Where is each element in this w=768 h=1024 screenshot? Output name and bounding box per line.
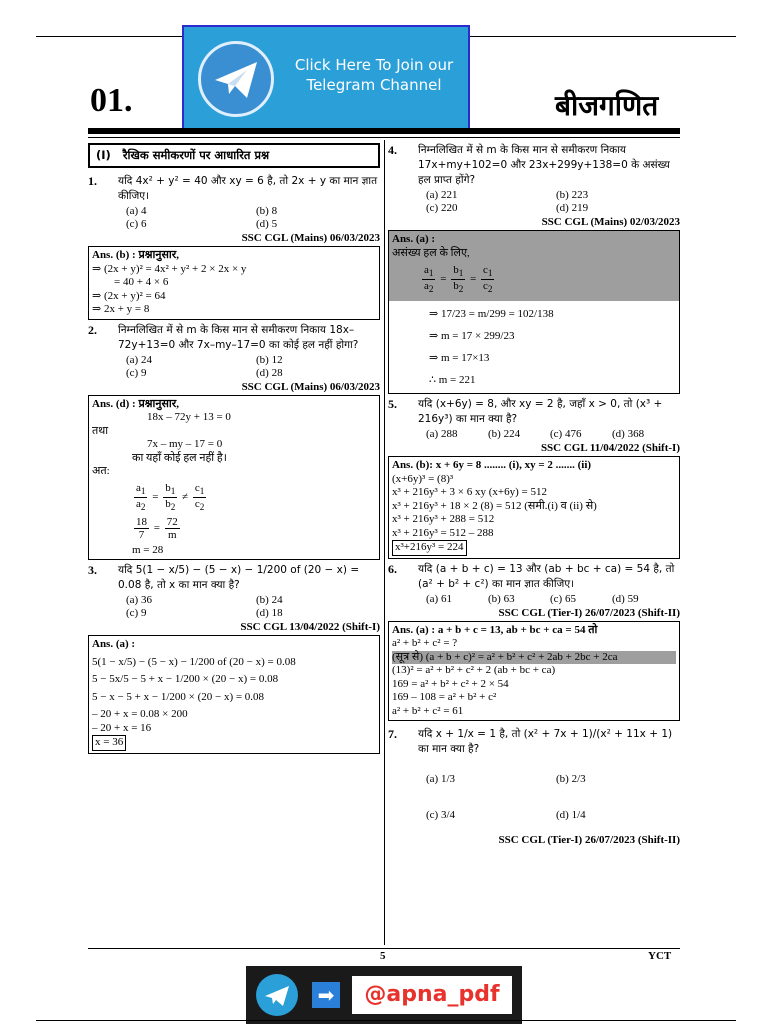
ratio-den: 7 [138, 528, 145, 541]
option: (c) 9 [126, 607, 147, 620]
question-2-options [88, 354, 380, 380]
option: (b) 224 [488, 428, 521, 441]
option: (d) 219 [556, 202, 589, 214]
question-6-options [388, 593, 680, 606]
answer-line: 18x – 72y + 13 = 0 [147, 411, 231, 423]
answer-line: x³ + 216y³ = 512 – 288 [392, 526, 494, 539]
arrow-right-icon: ➡ [312, 982, 340, 1008]
option: (b) 223 [556, 189, 589, 201]
answer-line: ⇒ m = 17 × 299/23 [429, 330, 515, 343]
ratio-values: $\frac{18}{7}$ = $\frac{72}{m}$ [136, 515, 178, 541]
answer-line: Ans. (a) : a + b + c = 13, ab + bc + ca = 54 तो [392, 623, 598, 636]
answer-line: ⇒ (2x + y)² = 4x² + y² + 2 × 2x × y [92, 262, 247, 275]
option-fraction: 3/4 [440, 809, 456, 822]
option: (a) 36 [126, 594, 152, 607]
option: (c) 65 [550, 592, 576, 605]
question-number: 1. [88, 174, 97, 188]
option: (c) 9 [126, 366, 147, 379]
option: (c) 476 [550, 428, 582, 441]
option: (d) 18 [256, 607, 283, 620]
option: (b) 24 [256, 594, 283, 607]
question-5-options [388, 428, 680, 441]
question-number: 6. [388, 561, 397, 576]
question-number: 2. [88, 322, 97, 337]
option: (d) 368 [612, 428, 645, 441]
answer-line: a² + b² + c² = 61 [392, 704, 464, 717]
option-fraction: 1/3 [440, 773, 456, 786]
answer-1 [88, 246, 380, 320]
final-answer: x³+216y³ = 224 [392, 540, 467, 556]
ratio-num: 18 [136, 515, 147, 528]
telegram-icon [256, 974, 298, 1016]
ratio-condition: $\frac{a_1}{a_2}$ = $\frac{b_1}{b_2}$ ≠ $\frac{c_1}{c_2}$ [136, 481, 205, 512]
option: (d) 5 [256, 218, 278, 230]
answer-line: Ans. (b): x + 6y = 8 ........ (i), xy = 2 ....... (ii) [392, 459, 592, 472]
footer-rule [88, 948, 680, 949]
answer-6 [388, 621, 680, 722]
publisher-brand: YCT [648, 950, 672, 962]
answer-line: ⇒ 2x + y = 8 [92, 303, 150, 315]
answer-line: x³ + 216y³ + 18 × 2 (8) = 512 (समी.(i) व (ii) से) [392, 499, 597, 512]
answer-line: x³ + 216y³ + 3 × 6 xy (x+6y) = 512 [392, 486, 547, 499]
question-3 [88, 563, 380, 593]
answer-line: Ans. (a) : [392, 233, 436, 245]
page-number: 5 [380, 950, 386, 962]
chapter-title: बीजगणित [555, 89, 659, 122]
question-text: निम्नलिखित में से m के किस मान से समीकरण निकाय 17x+my+102=0 और 23x+299y+138=0 के असंख्य हल प्राप्त होंगे? [418, 144, 670, 186]
question-text: यदि (x+6y) = 8, और xy = 2 है, जहाँ x > 0, तो (x³ + 216y³) का मान क्या है? [418, 398, 663, 426]
answer-line: तथा [92, 424, 109, 437]
header-rule-thin [88, 137, 680, 138]
question-1 [88, 174, 380, 204]
option: (c) 6 [126, 218, 147, 230]
final-answer: x = 36 [92, 735, 126, 751]
question-text: यदि x + 1/x = 1 है, तो (x² + 7x + 1)/(x² + 11x + 1) का मान क्या है? [418, 728, 673, 756]
answer-line: ⇒ (2x + y)² = 64 [92, 289, 166, 302]
question-text: यदि 5(1 − x/5) − (5 − x) − 1/200 of (20 − x) = 0.08 है, तो x का मान क्या है? [118, 564, 360, 592]
banner-line-2: Telegram Channel [306, 76, 442, 94]
question-7-options [388, 761, 680, 833]
telegram-banner[interactable] [182, 25, 470, 131]
channel-footer-banner[interactable] [246, 966, 522, 1024]
question-number: 3. [88, 563, 97, 578]
answer-line: (x+6y)³ = (8)³ [392, 472, 454, 485]
answer-line: Ans. (b) : प्रश्नानुसार, [92, 249, 179, 261]
section-title: रैखिक समीकरणों पर आधारित प्रश्न [122, 148, 270, 162]
question-4 [388, 143, 680, 188]
question-3-options [88, 594, 380, 620]
answer-line: = 40 + 4 × 6 [114, 276, 169, 288]
question-text: यदि (a + b + c) = 13 और (ab + bc + ca) = 54 है, तो (a² + b² + c²) का मान ज्ञात कीजिए। [418, 562, 675, 590]
answer-line: 169 – 108 = a² + b² + c² [392, 691, 497, 704]
answer-line: ⇒ m = 17×13 [429, 352, 490, 365]
section-heading [88, 143, 380, 168]
option: (a) 288 [426, 428, 458, 441]
answer-4 [388, 230, 680, 394]
question-text: यदि 4x² + y² = 40 और xy = 6 है, तो 2x + y का मान ज्ञात कीजिए। [118, 175, 378, 202]
answer-line: ∴ m = 221 [429, 374, 476, 387]
bottom-rule [36, 1020, 736, 1021]
answer-line: Ans. (a) : [92, 638, 136, 651]
option: (d) 59 [612, 592, 639, 605]
ratio-num: 72 [166, 515, 178, 528]
option: (c) 220 [426, 202, 458, 214]
question-number: 7. [388, 727, 397, 742]
option: (a) 24 [126, 353, 152, 366]
banner-line-1: Click Here To Join our [294, 56, 454, 74]
question-7 [388, 727, 680, 757]
option-fraction: 2/3 [571, 773, 586, 786]
question-source: SSC CGL (Tier-I) 26/07/2023 (Shift-II) [498, 834, 680, 847]
answer-line: (13)² = a² + b² + c² + 2 (ab + bc + ca) [392, 664, 556, 677]
option: (b) 8 [256, 205, 278, 217]
question-source: SSC CGL 11/04/2022 (Shift-I) [540, 442, 680, 455]
answer-line: 5 − x − 5 + x − 1/200 × (20 − x) = 0.08 [92, 690, 265, 703]
answer-line: – 20 + x = 16 [92, 721, 152, 734]
left-column [88, 143, 380, 757]
ratio-condition: $\frac{a_1}{a_2}$ = $\frac{b_1}{b_2}$ = $\frac{c_1}{c_2}$ [424, 264, 493, 295]
option: (d) 28 [256, 366, 283, 379]
option-fraction: 1/4 [571, 809, 586, 822]
answer-line: 5(1 − x/5) − (5 − x) − 1/200 of (20 − x) = 0.08 [92, 655, 296, 668]
option: (c) 3/4 [426, 809, 456, 822]
answer-2 [88, 395, 380, 561]
question-1-options [88, 205, 380, 231]
question-source: SSC CGL 13/04/2022 (Shift-I) [240, 621, 380, 634]
answer-line: असंख्य हल के लिए, [392, 246, 470, 259]
answer-line: – 20 + x = 0.08 × 200 [92, 708, 188, 721]
question-source: SSC CGL (Mains) 02/03/2023 [541, 216, 680, 228]
option: (b) 63 [488, 592, 515, 605]
question-source: SSC CGL (Mains) 06/03/2023 [241, 232, 380, 244]
option: (a) 4 [126, 205, 147, 217]
section-label: (I) [96, 148, 111, 162]
answer-line: 7x – my – 17 = 0 [147, 438, 223, 450]
answer-line: 5 − 5x/5 − 5 + x − 1/200 × (20 − x) = 0.08 [92, 673, 279, 686]
option: (a) 61 [426, 592, 452, 605]
answer-line: m = 28 [132, 543, 164, 556]
ratio-den: m [167, 528, 177, 541]
option: (a) 221 [426, 189, 458, 201]
answer-line: a² + b² + c² = ? [392, 637, 458, 650]
question-source: SSC CGL (Mains) 06/03/2023 [241, 380, 380, 393]
answer-line: ⇒ 17/23 = m/299 = 102/138 [429, 308, 554, 321]
question-text: निम्नलिखित में से m के किस मान से समीकरण निकाय 18x–72y+13=0 और 7x–my–17=0 का कोई हल नहीं होगा? [118, 323, 359, 351]
answer-3 [88, 635, 380, 754]
answer-line: (सूत्र से) (a + b + c)² = a² + b² + c² + 2ab + 2bc + 2ca [392, 651, 676, 665]
answer-5 [388, 456, 680, 559]
answer-line: x³ + 216y³ + 288 = 512 [392, 513, 495, 526]
question-number: 4. [388, 143, 397, 157]
option: (b) 12 [256, 353, 283, 366]
telegram-icon [198, 41, 274, 117]
option: (a) 1/3 [426, 773, 456, 786]
option: (d) 1/4 [556, 809, 586, 822]
chapter-number: 01. [90, 82, 133, 119]
channel-handle: @apna_pdf [352, 976, 512, 1014]
answer-line: का यहाँ कोई हल नहीं है। [132, 451, 227, 464]
header-rule [88, 128, 680, 134]
question-4-options [388, 189, 680, 215]
answer-line: 169 = a² + b² + c² + 2 × 54 [392, 677, 509, 690]
option: (b) 2/3 [556, 773, 586, 786]
answer-line: Ans. (d) : प्रश्नानुसार, [92, 397, 179, 410]
question-source: SSC CGL (Tier-I) 26/07/2023 (Shift-II) [498, 606, 680, 619]
question-5 [388, 397, 680, 427]
question-6 [388, 562, 680, 592]
column-divider [384, 140, 385, 945]
right-column [388, 143, 680, 846]
answer-line: अत: [92, 465, 110, 477]
question-number: 5. [388, 397, 397, 412]
question-2 [88, 323, 380, 353]
